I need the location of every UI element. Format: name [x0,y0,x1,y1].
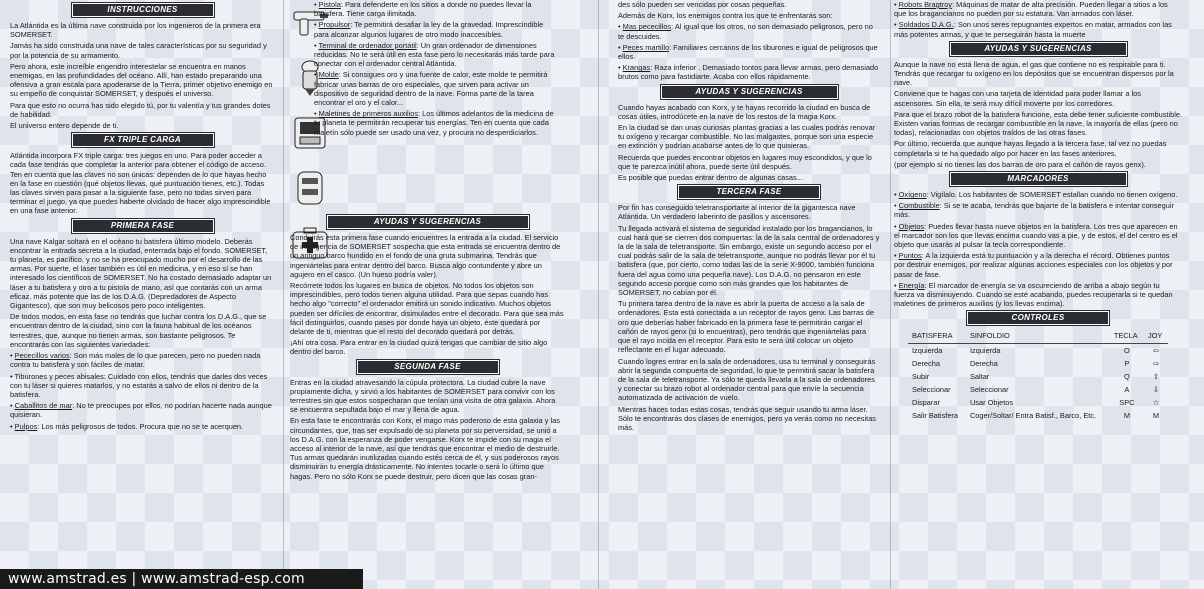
fold-line [890,0,891,589]
definition: : Al igual que los otros, no son demasiado peligrosos, pero no te descuides. [618,22,873,41]
paragraph: De todos modos, en esta fase no tendrás que luchar contra los D.A.G., que se encuentran dentro de la ciudad, sino con la fauna habitual de los océanos terrestres, que, aunque no tienen armas, son bastante peligrosos. Te encontrarás con las siguientes variedades: [10,312,267,349]
term: Combustible [898,201,940,211]
term: Oxígeno [898,190,927,200]
table-cell: Seleccionar [912,384,951,394]
table-cell: P [1124,358,1130,368]
table-cell: Saltar [969,371,990,381]
paragraph: Por último, recuerda que aunque hayas llegado a la tercera fase, tal vez no puedas completarla si te ha quedado algo por hacer en las fases anteriores. [894,139,1167,158]
list-item: • Soldados D.A.G.: Son unos seres repugnantes expertos en matar, armados con las más potentes armas, y que te perseguirán hasta la muerte [894,20,1172,39]
table-row [908,396,1168,409]
term: Soldados D.A.G. [898,20,954,30]
list-item: • Pistola: Para defenderte en los sitios a donde no puedes llevar la batisfera. Tiene carga ilimitada. [314,0,532,19]
column-header: JOY [1144,329,1168,343]
list-item: • Caballitos de mar: No te preocupes por ellos, no podrían hacerte nada aunque quisieran. [10,401,272,420]
paragraph: ¡Ahí otra cosa. Para entrar en la ciudad quizá tengas que cambiar de sitio algo dentro del barco. [290,338,548,357]
definition: : Te permitirá desafiar la ley de la gravedad. Imprescindible para alcanzar algunos lugares de otro modo inaccesibles. [314,20,544,39]
paragraph: Una nave Kalgar soltará en el océano tu batisfera último modelo. Deberás encontrar la entrada secreta a la ciudad, enterrada bajo el fondo. SOMERSET, tu planeta, es pacífico, y no se ha preocupado mucho por el desarrollo de las armas. Por suerte, el láser también es útil en medicina, y en eso sí se han interesado los científicos de SOMERSET. No ha costado demasiado adaptar un láser a tu batisfera y otro a tu pistola de mano, así que contarás con un arma eficaz, más potente que las de los D.A.G. (Depredadores de Aspecto Gigantesco), que son muy belicosos pero poco inteligentes. [10,236,272,311]
table-cell: M [1152,410,1160,420]
table-cell: Usar Objetos [969,397,1014,407]
paragraph: Aunque la nave no está llena de agua, el gas que contiene no es respirable para ti. Tendrás que recargar tu oxígeno en los depósitos que se encuentran dispersos por la nave. [894,59,1174,88]
term: Peces martillo [622,42,670,52]
list-item: • Combustible: Si se te acaba, tendrás que bajarte de la batisfera e intentar conseguir más. [894,201,1174,220]
definition: : El marcador de energía se va oscureciendo de arriba a abajo según tu fuerza va disminuyendo. Cuando se esté acabando, puedes recuperarla si te quedan maletines de primeros auxilios (y los llevas encima). [894,280,1173,309]
definition: : Vigílalo. Los habitantes de SOMERSET estallan cuando no tienen oxígeno. [926,190,1178,200]
table-cell: A [1124,384,1130,394]
term: Caballitos de mar [14,401,73,411]
heading-controles: CONTROLES [967,311,1109,325]
definition: : Los últimos adelantos de la medicina de tu planeta te permitirán recuperar tus energías. Ten en cuenta que cada maletín sólo puede ser usado una vez, y procura no desperdiciarlos. [314,109,554,137]
paragraph: Pero ahora, este increíble engendro interestelar se encuentra en manos enemigas, en las profundidades del océano. Allí, han estado preparando una ofensiva a gran escala para apoderarse de la Tierra, primer objetivo enemigo en su empeño de conquistar SOMERSET, y después el universo. [10,61,273,99]
term: Pececillos varios [14,351,70,361]
list-item: • Puntos: A la izquierda está tu puntuación y a la derecha el récord. Obtienes puntos por destruir enemigos, por realizar algunas acciones especiales con los objetos y por pasar de fase. [894,251,1173,279]
table-cell: Salir Batisfera [912,410,959,420]
table-cell: ⇧ [1152,371,1160,381]
table-cell: Coger/Soltar/ Entra Batisf., Barco, Etc. [969,410,1097,420]
column-3 [618,0,880,434]
heading-ayudas-2: AYUDAS Y SUGERENCIAS [661,85,838,99]
table-row [908,383,1168,396]
table-cell: Q [1124,371,1130,381]
table-row [908,343,1168,357]
paragraph: des sólo pueden ser vencidas por cosas pequeñas. [618,0,787,9]
table-cell: Subir [912,371,930,381]
paragraph: Para que el brazo robot de la batisfera funcione, esta debe tener suficiente combustible. Existen varias formas de recargar combustible en la nave, la mayoría de ellas (pero no todas), relacionadas con objetos traídos de las otras fases. [894,109,1183,138]
heading-primera-fase: PRIMERA FASE [72,219,214,233]
table-header-row [908,329,1168,343]
term: Mas pececillos [622,22,672,32]
list-item: • Molde: Si consigues oro y una fuente de calor, este molde te permitirá fabricar unas barras de oro especiales, que sirven para activar un dispositivo de seguridad dentro de la nave. Forma parte de la tarea encontrar el oro y el calor... [314,70,548,108]
paragraph: Para que esto no ocurra has sido elegido tú, por tu valentía y tus grandes dotes de habilidad. [10,100,271,119]
definition: : No te preocupes por ellos, no podrían hacerte nada aunque quisieran. [10,401,272,420]
heading-ayudas-3: AYUDAS Y SUGERENCIAS [950,42,1127,56]
paragraph: El universo entero depende de ti. [10,121,119,131]
paragraph: Conviene que te hagas con una tarjeta de identidad para poder llamar a los ascensores. Sin ella, te será muy difícil moverte por los corredores. [894,89,1141,108]
definition: : Son unos seres repugnantes expertos en matar, armados con las más potentes armas, y que te perseguirán hasta la muerte [894,20,1172,39]
paragraph: Entras en la ciudad atravesando la cúpula protectora. La ciudad cubre la nave propiamente dicha, y sirvió a los habitantes de SOMERSET para convivir con los terrestres sin que estos sospecharan que tenían una visita de otra galaxia. Ahora se encuentra sepultada bajo el mar y llena de agua. [290,377,556,415]
definition: Tiburones y peces abisales: Cuidado con ellos, tendrás que darles dos veces con tu láser si quieres matarlos, y no estarás a salvo de ellos ni dentro de la batisfera. [10,371,268,399]
table-cell: SPC [1119,397,1135,407]
list-item: • Oxígeno: Vigílalo. Los habitantes de SOMERSET estallan cuando no tienen oxígeno. [894,190,1178,200]
table-cell: Disparar [912,397,940,407]
term: Krangas [622,63,651,73]
list-item: • Peces martillo: Familiares cercanos de los tiburones e igual de peligrosos que ellos. [618,42,878,62]
controls-table [908,329,1168,421]
table-cell: Derecha [969,358,998,368]
definition: : Son más males de lo que parecen, pero no pueden nada contra tu batisfera y son fáciles de matar. [10,351,261,370]
paragraph: Por fin has conseguido teletransportarte al interior de la gigantesca nave Atlántida. Un verdadero laberinto de pasillos y ascensores. [618,203,856,222]
table-row [908,370,1168,383]
list-item: • Objetos: Puedes llevar hasta nueve objetos en la batisfera. Los tres que aparecen en el marcador son los que llevas encima cuando vas a pie, y de estos, el del centro es el objeto que usarás al pulsar la tecla correspondiente. [894,221,1178,250]
definition: : Un gran ordenador de dimensiones reducidas. No te será útil en esta fase pero lo necesitarás más tarde para conectar con el ordenador central Atlántida. [314,40,555,69]
paragraph: La Atlántida es la última nave construida por los ingenieros de la primera era SOMERSET. [10,21,261,40]
list-item: • Maletines de primeros auxilios: Los últimos adelantos de la medicina de tu planeta te permitirán recuperar tus energías. Ten en cuenta que cada maletín sólo puede ser usado una vez, y procura no desperdiciarlos. [314,109,554,137]
heading-ayudas-1: AYUDAS Y SUGERENCIAS [327,215,529,229]
table-row [908,357,1168,370]
paragraph: En la ciudad se dan unas curiosas plantas gracias a las cuales podrás renovar tu oxígeno y recargar combustible. No las malgastes, porque son una especie en extinción y podrían acabarse antes de lo que quisieras. [618,123,876,151]
column-header: TECLA [1110,329,1144,343]
heading-fx-triple-carga: FX TRIPLE CARGA [72,133,214,147]
definition: : Si se te acaba, tendrás que bajarte de la batisfera e intentar conseguir más. [894,201,1174,220]
term: Propulsor [318,20,351,30]
definition: : Los más peligrosos de todos. Procura que no se te acerquen. [37,421,244,431]
table-cell: ⇩ [1152,384,1160,394]
paragraph: Atlántida incorpora FX triple carga: tres juegos en uno. Para poder acceder a cada fase tendrás que completar la anterior para obtener el código de acceso. Ten en cuenta que las claves no son únicas: dependen de lo que hayas hecho en la fase en cuestión (qué objetos llevas, qué puntuación tienes, etc.). Todas las claves sirven para pasar a la siguiente fase, pero no todas sirven para terminar el juego, ya que puedes haberte olvidado de hacer algo imprescindible en una fase anterior. [10,151,271,216]
term: Maletines de primeros auxilios [318,109,419,119]
table-cell: M [1123,410,1130,420]
table-cell: Derecha [912,358,940,368]
list-item: • Mas pececillos: Al igual que los otros, no son demasiado peligrosos, pero no te descuides. [618,22,873,41]
list-item: • Terminal de ordenador portátil: Un gran ordenador de dimensiones reducidas. No te será útil en esta fase pero lo necesitarás más tarde para conectar con el ordenador central Atlántida. [314,40,555,69]
column-1 [10,0,275,433]
table-cell: Izquierda [969,345,1001,355]
heading-marcadores: MARCADORES [950,172,1127,186]
paragraph: Además de Korx, los enemigos contra los que te enfrentarás son: [618,11,833,21]
mold-icon [290,169,330,207]
column-2 [308,0,558,139]
definition: : Si consigues oro y una fuente de calor, este molde te permitirá fabricar unas barras de oro especiales, que sirven para activar un dispositivo de seguridad dentro de la nave. Forma parte de la tarea encontrar el oro y el calor... [314,70,548,108]
table-cell: O [1124,345,1130,355]
list-item: • Robots Bragtroy: Máquinas de matar de alta precisión. Pueden llegar a sitios a los que los bragancianos no pueden por su estatura. Van armados con láser. [894,0,1168,19]
column-4 [894,0,1182,422]
term: Molde [318,70,339,80]
heading-instrucciones: INSTRUCCIONES [72,3,214,17]
list-item: • Energía: El marcador de energía se va oscureciendo de arriba a abajo según tu fuerza va disminuyendo. Cuando se esté acabando, puedes recuperarla si te quedan maletines de primeros auxilios (y los llevas encima). [894,280,1173,309]
column-2-lower [290,212,565,483]
table-cell: Seleccionar [969,384,1009,394]
term: Objetos [898,221,925,231]
list-item: • Pececillos varios: Son más males de lo que parecen, pero no pueden nada contra tu batisfera y son fáciles de matar. [10,351,261,370]
list-item: • Pulpos: Los más peligrosos de todos. Procura que no se te acerquen. [10,421,244,431]
definition: : Para defenderte en los sitios a donde no puedes llevar la batisfera. Tiene carga ilimitada. [314,0,532,19]
paragraph: En esta fase te encontrarás con Korx, el mago más poderoso de esta galaxia y las circundantes, que, tras ser expulsado de su planeta por su perversidad, se unió a los D.A.G. con la esperanza de poder vengarse. Korx te impide con su magia el acceso al interior de la nave, así que tendrás que encontrar el medio de destruirle. Tus armas quedarán inutilizadas cuando estés cerca de él, y sus poderosos rayos disminuirán tu energía drásticamente. No intentes tocarle o será lo último que hagas. Pero no sólo Korx se puede destruir, pero dicen que las cosas gran- [290,416,560,481]
fold-line [598,0,599,589]
paragraph: Tu primera tarea dentro de la nave es abrir la puerta de acceso a la sala de ordenadores. Esta está conectada a un receptor de rayos genx. Las barras de oro que deberías haber fabricado en la primera fase te permitirán cargar el cañón de rayos genx (si lo encuentras), pero tendrás que ingeniártelas para que el rayo incida en el receptor. Para esto te será útil colocar un objeto reflectante en el lugar adecuado. [618,299,874,355]
definition: : A la izquierda está tu puntuación y a la derecha el récord. Obtienes puntos por destruir enemigos, por realizar algunas acciones especiales con los objetos y por pasar de fase. [894,251,1173,279]
term: Pistola [318,0,341,9]
definition: : Máquinas de matar de alta precisión. Pueden llegar a sitios a los que los bragancianos no pueden por su estatura. Van armados con láser. [894,0,1168,19]
term: Robots Bragtroy [898,0,953,9]
definition: : Familiares cercanos de los tiburones e igual de peligrosos que ellos. [618,42,878,62]
paragraph: (por ejemplo si no tienes las dos barras de oro para el cañón de rayos genx). [894,159,1146,169]
list-item: • Propulsor: Te permitirá desafiar la ley de la gravedad. Imprescindible para alcanzar algunos lugares de otro modo inaccesibles. [314,20,544,39]
definition: : Raza inferior . Demasiado tontos para llevar armas, pero demasiado brutos como para fastidiarte. Acaba con ellos rápidamente. [618,63,879,82]
paragraph: Cuando hayas acabado con Korx, y te hayas recorrido la ciudad en busca de cosas útiles, introdúcete en la nave de los restos de la magia Korx. [618,102,871,121]
paragraph: Conduirás esta primera fase cuando encuentres la entrada a la ciudad. El servicio de inteligencia de SOMERSET sospecha que esta entrada se encuentra dentro de un antiguo barco hundido en el fondo de una gruta submarina. Tendrás que ingeniártelas para entrar dentro del barco. Busca algo contundente y abre un agujero en el casco. (Un hueso podría valer). [290,233,561,279]
table-row [908,409,1168,422]
term: Puntos [898,251,922,261]
table-cell: ⇨ [1152,358,1160,368]
definition: : Puedes llevar hasta nueve objetos en la batisfera. Los tres que aparecen en el marcador son los que llevas encima cuando vas a pie, y de estos, el del centro es el objeto que usarás al pulsar la tecla correspondiente. [894,221,1178,250]
paragraph: Cuando logres entrar en la sala de ordenadores, usa tu terminal y conseguirás abrir la segunda compuerta de seguridad, lo que te permitirá sacar la batisfera de la sala de teletransporte. Ya sólo te queda llevarla a la sala de ordenadores y conectar su brazo robot al ordenador central para que envíe la secuencia automatizada de activación de vuelo. [618,356,876,403]
paragraph: Mientras haces todas estas cosas, tendrás que seguir usando tu arma láser. Sólo te encontrarás dos clases de enemigos, pero ya verás como no necesitas más. [618,404,876,432]
watermark-footer: www.amstrad.es | www.amstrad-esp.com [0,569,363,589]
paragraph: Jamás ha sido construida una nave de tales características por su seguridad y por la potencia de su armamento. [10,41,267,60]
column-header: SINFOLDIO [966,329,1110,343]
list-item: • Krangas: Raza inferior . Demasiado tontos para llevar armas, pero demasiado brutos como para fastidiarte. Acaba con ellos rápidamente. [618,63,879,82]
paragraph: Tu llegada activará el sistema de seguridad instalado por los bragancianos, lo cual hará que se cierren dos compuertas: la de la sala central de ordenadores y la de la sala de teletransporte. Sin embargo, existe un segundo acceso por el cual podrás salir de la sala de teletransporte, aunque no podrás llevar por él tu batisfera (que, por cierto, como todas las de la serie X-9000, también funciona fuera del agua como una pequeña nave). Los D.A.G. no pensaron en este segundo acceso porque como son más grandes que los habitantes de SOMERSET, no cabían por él. [618,223,880,298]
paragraph: Recuerda que puedes encontrar objetos en lugares muy escondidos, y que lo que te parezca inútil ahora, puede serte útil después. [618,152,872,171]
table-cell: ⇦ [1152,345,1160,355]
table-cell: ☆ [1152,397,1160,407]
column-header: BATISFERA [908,329,966,343]
term: Energía [898,280,925,290]
heading-tercera-fase: TERCERA FASE [678,185,820,199]
list-item: • Tiburones y peces abisales: Cuidado con ellos, tendrás que darles dos veces con tu láser si quieres matarlos, y no estarás a salvo de ellos ni dentro de la batisfera. [10,371,268,399]
fold-line [283,0,284,589]
paragraph: Recórrete todos los lugares en busca de objetos. No todos los objetos son imprescindibles, pero todos tienen alguna utilidad. Para que sepas cuando has hecho algo "correcto" el ordenador emitirá un sonido indicativo. Muchos objetos pueden ser difíciles de encontrar, disimulados entre el decorado. Para que sea más fácil distinguirlos, cuando pases por donde haya un objeto, éste quedará por delante de ti, mientras que el resto del decorado quedará por detrás. [290,281,564,337]
paragraph: Es posible que puedas entrar dentro de algunas casas... [618,173,803,183]
term: Terminal de ordenador portátil [318,40,417,50]
heading-segunda-fase: SEGUNDA FASE [357,360,499,374]
term: Pulpos [14,421,38,431]
table-cell: Izquierda [912,345,943,355]
